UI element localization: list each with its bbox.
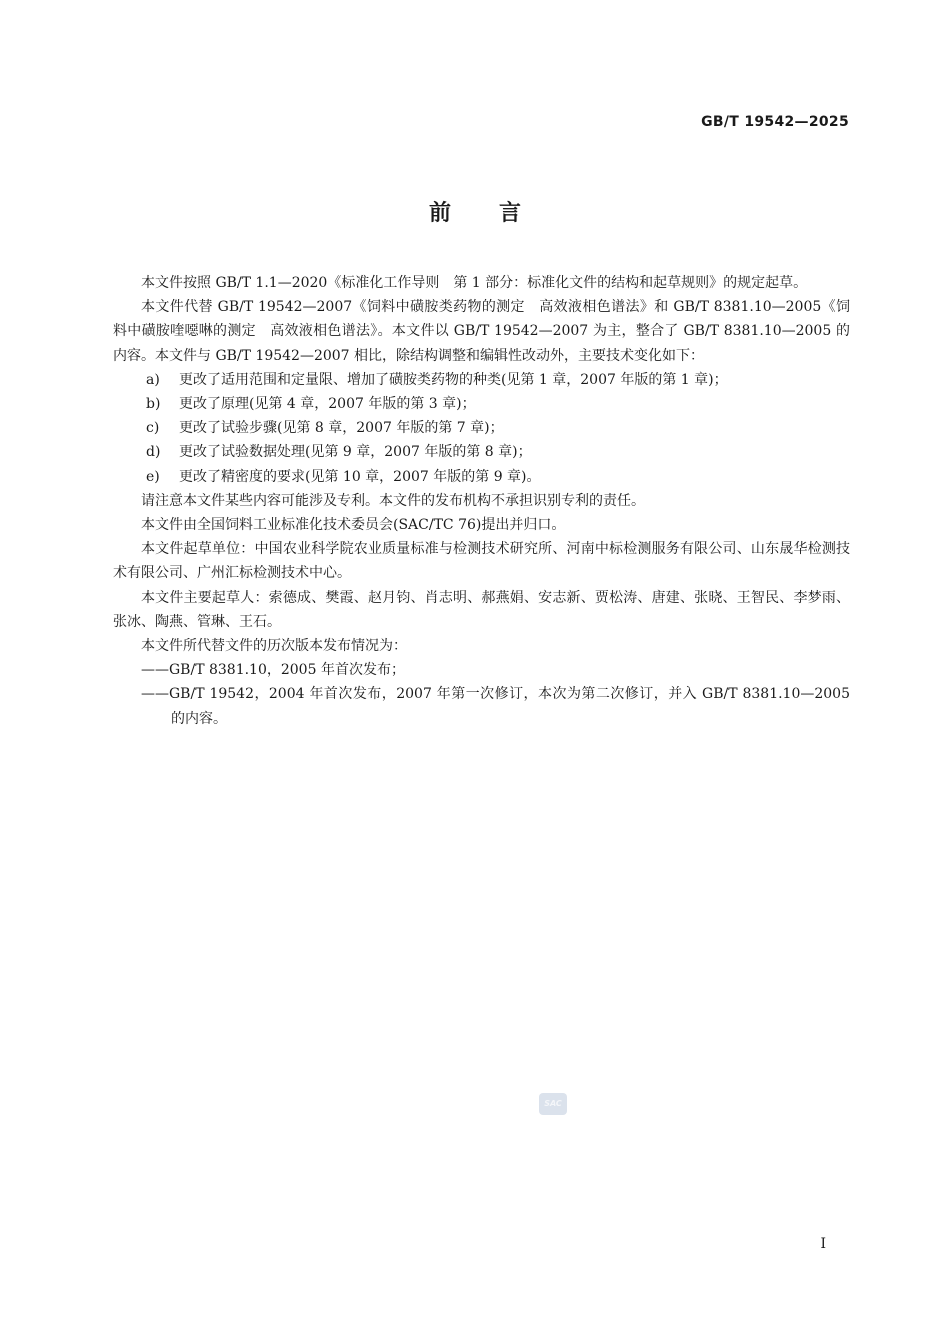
standard-number: GB/T 19542—2025 (701, 114, 849, 130)
paragraph-patent-notice: 请注意本文件某些内容可能涉及专利。本文件的发布机构不承担识别专利的责任。 (141, 492, 645, 509)
foreword-body (113, 271, 850, 731)
history-item: ——GB/T 19542，2004 年首次发布，2007 年第一次修订，本次为第二次修订，并入 GB/T 8381.10—2005 的内容。 (141, 686, 850, 727)
list-marker: d) (146, 444, 161, 461)
paragraph-drafters: 本文件主要起草人：索德成、樊霞、赵月钧、肖志明、郝燕娟、安志新、贾松涛、唐建、张晓、王智民、李梦雨、张冰、陶燕、管琳、王石。 (113, 589, 850, 630)
paragraph-drafting-units: 本文件起草单位：中国农业科学院农业质量标准与检测技术研究所、河南中标检测服务有限公司、山东晟华检测技术有限公司、广州汇标检测技术中心。 (113, 541, 850, 582)
list-item-change-c (113, 416, 850, 440)
list-marker: e) (146, 468, 160, 485)
list-item-change-a (113, 368, 850, 392)
list-item-text: 更改了原理(见第 4 章，2007 年版的第 3 章)； (179, 396, 476, 413)
list-item-text: 更改了适用范围和定量限、增加了磺胺类药物的种类(见第 1 章，2007 年版的第 1 章)； (179, 371, 728, 388)
list-item-change-e (113, 465, 850, 489)
page-number: I (820, 1236, 826, 1252)
paragraph-drafting-rules: 本文件按照 GB/T 1.1—2020《标准化工作导则 第 1 部分：标准化文件的结构和起草规则》的规定起草。 (141, 275, 808, 291)
paragraph-history-intro: 本文件所代替文件的历次版本发布情况为： (141, 638, 407, 655)
list-item-text: 更改了精密度的要求(见第 10 章，2007 年版的第 9 章)。 (179, 468, 541, 485)
list-item-text: 更改了试验数据处理(见第 9 章，2007 年版的第 8 章)； (179, 444, 532, 461)
list-marker: c) (146, 420, 160, 437)
page-title: 前言 (428, 201, 569, 226)
list-marker: b) (146, 396, 161, 413)
list-item-change-d (113, 440, 850, 464)
list-item-change-b (113, 392, 850, 416)
list-marker: a) (146, 371, 160, 388)
history-item: ——GB/T 8381.10，2005 年首次发布； (141, 662, 405, 679)
paragraph-replacement: 本文件代替 GB/T 19542—2007《饲料中磺胺类药物的测定 高效液相色谱法》和 GB/T 8381.10—2005《饲料中磺胺喹噁啉的测定 高效液相色谱法》。本文件以 GB/T 19542—2007 为主，整合了 GB/T 8381.10—2005 的内容。本文件与 GB/T 19542—2007 相比，除结构调整和编辑性改动外，主要技术变化如下： (113, 299, 850, 364)
list-item-text: 更改了试验步骤(见第 8 章，2007 年版的第 7 章)； (179, 420, 504, 437)
sac-logo: SAC (539, 1093, 567, 1115)
paragraph-proposer: 本文件由全国饲料工业标准化技术委员会(SAC/TC 76)提出并归口。 (141, 517, 566, 534)
